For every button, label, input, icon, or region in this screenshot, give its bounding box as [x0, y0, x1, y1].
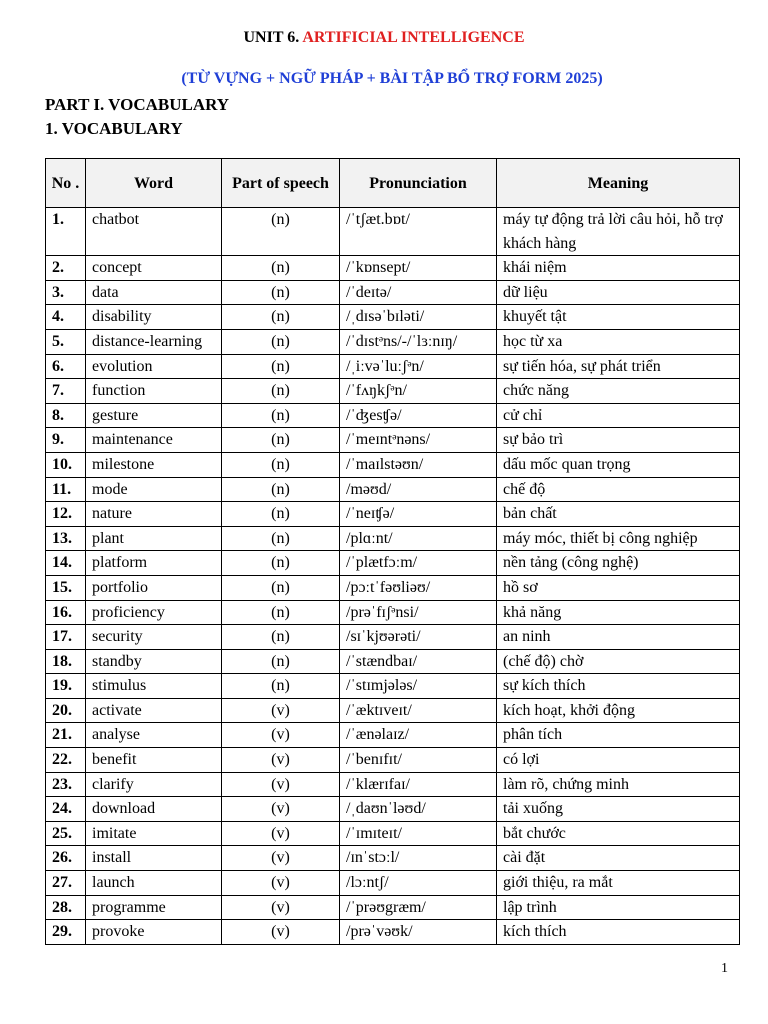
row-part-of-speech: (n)	[222, 256, 340, 281]
row-meaning: hồ sơ	[497, 575, 740, 600]
row-meaning: kích hoạt, khởi động	[497, 698, 740, 723]
row-part-of-speech: (n)	[222, 329, 340, 354]
row-part-of-speech: (n)	[222, 379, 340, 404]
row-number: 23.	[46, 772, 86, 797]
row-word: data	[86, 280, 222, 305]
row-part-of-speech: (n)	[222, 526, 340, 551]
row-meaning: có lợi	[497, 748, 740, 773]
vocabulary-table	[45, 158, 740, 945]
row-pronunciation: /ˈdeɪtə/	[340, 280, 497, 305]
part-heading: PART I. VOCABULARY	[45, 95, 230, 114]
table-row	[46, 797, 740, 822]
table-row	[46, 772, 740, 797]
row-part-of-speech: (v)	[222, 846, 340, 871]
table-row	[46, 403, 740, 428]
row-pronunciation: /prəˈfɪʃᵊnsi/	[340, 600, 497, 625]
row-pronunciation: /ˈklærɪfaɪ/	[340, 772, 497, 797]
row-part-of-speech: (v)	[222, 821, 340, 846]
row-meaning: chức năng	[497, 379, 740, 404]
row-meaning: kích thích	[497, 920, 740, 945]
table-row	[46, 649, 740, 674]
unit-title	[0, 29, 768, 47]
table-header-row	[46, 159, 740, 208]
row-number: 29.	[46, 920, 86, 945]
page-number: 1	[721, 961, 728, 976]
row-meaning: khái niệm	[497, 256, 740, 281]
row-number: 13.	[46, 526, 86, 551]
row-word: provoke	[86, 920, 222, 945]
row-meaning: phân tích	[497, 723, 740, 748]
row-number: 18.	[46, 649, 86, 674]
row-pronunciation: /ˌiːvəˈluːʃᵊn/	[340, 354, 497, 379]
header-pronunciation: Pronunciation	[340, 159, 497, 208]
table-row	[46, 526, 740, 551]
row-word: launch	[86, 871, 222, 896]
row-pronunciation: /ɪnˈstɔːl/	[340, 846, 497, 871]
row-pronunciation: /ˈɪmɪteɪt/	[340, 821, 497, 846]
row-meaning: máy tự động trả lời câu hỏi, hỗ trợ khách hàng	[497, 208, 740, 256]
row-pronunciation: /ˈtʃæt.bɒt/	[340, 208, 497, 256]
header-meaning: Meaning	[497, 159, 740, 208]
row-part-of-speech: (n)	[222, 280, 340, 305]
row-meaning: máy móc, thiết bị công nghiệp	[497, 526, 740, 551]
row-pronunciation: /plɑːnt/	[340, 526, 497, 551]
row-pronunciation: /ˈmaɪlstəʊn/	[340, 452, 497, 477]
row-meaning: cử chỉ	[497, 403, 740, 428]
table-row	[46, 354, 740, 379]
table-row	[46, 428, 740, 453]
row-word: imitate	[86, 821, 222, 846]
row-word: distance-learning	[86, 329, 222, 354]
row-part-of-speech: (v)	[222, 772, 340, 797]
section-heading: 1. VOCABULARY	[45, 119, 183, 138]
table-row	[46, 600, 740, 625]
row-number: 28.	[46, 895, 86, 920]
row-pronunciation: /pɔːtˈfəʊliəʊ/	[340, 575, 497, 600]
row-part-of-speech: (n)	[222, 208, 340, 256]
table-row	[46, 674, 740, 699]
row-meaning: dữ liệu	[497, 280, 740, 305]
row-part-of-speech: (n)	[222, 502, 340, 527]
row-meaning: bắt chước	[497, 821, 740, 846]
row-word: chatbot	[86, 208, 222, 256]
table-row	[46, 329, 740, 354]
row-meaning: lập trình	[497, 895, 740, 920]
row-word: stimulus	[86, 674, 222, 699]
unit-subtitle: (TỪ VỰNG + NGỮ PHÁP + BÀI TẬP BỔ TRỢ FORM 2025)	[181, 70, 603, 87]
row-part-of-speech: (n)	[222, 600, 340, 625]
row-part-of-speech: (n)	[222, 649, 340, 674]
row-part-of-speech: (v)	[222, 748, 340, 773]
table-row	[46, 208, 740, 256]
row-word: install	[86, 846, 222, 871]
row-number: 24.	[46, 797, 86, 822]
row-meaning: tải xuống	[497, 797, 740, 822]
row-number: 6.	[46, 354, 86, 379]
row-pronunciation: /ˈdɪstᵊns/-/ˈlɜːnɪŋ/	[340, 329, 497, 354]
row-pronunciation: /ˈprəʊgræm/	[340, 895, 497, 920]
row-number: 27.	[46, 871, 86, 896]
row-meaning: khuyết tật	[497, 305, 740, 330]
row-word: concept	[86, 256, 222, 281]
row-pronunciation: /sɪˈkjʊərəti/	[340, 625, 497, 650]
row-part-of-speech: (n)	[222, 477, 340, 502]
row-word: download	[86, 797, 222, 822]
row-pronunciation: /məʊd/	[340, 477, 497, 502]
row-number: 2.	[46, 256, 86, 281]
row-meaning: bản chất	[497, 502, 740, 527]
table-row	[46, 280, 740, 305]
row-pronunciation: /ˈbenɪfɪt/	[340, 748, 497, 773]
row-part-of-speech: (v)	[222, 895, 340, 920]
row-meaning: sự tiến hóa, sự phát triển	[497, 354, 740, 379]
unit-title-prefix: UNIT 6.	[243, 29, 300, 46]
row-number: 9.	[46, 428, 86, 453]
table-row	[46, 723, 740, 748]
row-pronunciation: /ˌdɪsəˈbɪləti/	[340, 305, 497, 330]
vocabulary-table-body	[46, 208, 740, 945]
row-number: 16.	[46, 600, 86, 625]
row-number: 7.	[46, 379, 86, 404]
row-number: 25.	[46, 821, 86, 846]
table-row	[46, 452, 740, 477]
row-pronunciation: /ˈstɪmjələs/	[340, 674, 497, 699]
row-meaning: sự kích thích	[497, 674, 740, 699]
row-number: 26.	[46, 846, 86, 871]
row-pronunciation: /ˌdaʊnˈləʊd/	[340, 797, 497, 822]
row-pronunciation: /ˈænəlaɪz/	[340, 723, 497, 748]
row-meaning: an ninh	[497, 625, 740, 650]
row-part-of-speech: (n)	[222, 305, 340, 330]
row-pronunciation: /prəˈvəʊk/	[340, 920, 497, 945]
row-number: 19.	[46, 674, 86, 699]
row-part-of-speech: (n)	[222, 674, 340, 699]
row-pronunciation: /ˈfʌŋkʃᵊn/	[340, 379, 497, 404]
row-part-of-speech: (n)	[222, 428, 340, 453]
row-meaning: chế độ	[497, 477, 740, 502]
row-pronunciation: /lɔːntʃ/	[340, 871, 497, 896]
row-pronunciation: /ˈkɒnsept/	[340, 256, 497, 281]
row-word: portfolio	[86, 575, 222, 600]
row-meaning: nền tảng (công nghệ)	[497, 551, 740, 576]
row-pronunciation: /ˈneɪʧə/	[340, 502, 497, 527]
row-meaning: (chế độ) chờ	[497, 649, 740, 674]
table-row	[46, 698, 740, 723]
row-word: platform	[86, 551, 222, 576]
row-meaning: làm rõ, chứng minh	[497, 772, 740, 797]
row-word: analyse	[86, 723, 222, 748]
header-word: Word	[86, 159, 222, 208]
row-part-of-speech: (n)	[222, 575, 340, 600]
table-row	[46, 551, 740, 576]
row-part-of-speech: (n)	[222, 403, 340, 428]
row-word: security	[86, 625, 222, 650]
row-part-of-speech: (v)	[222, 797, 340, 822]
row-number: 1.	[46, 208, 86, 256]
table-row	[46, 895, 740, 920]
row-number: 14.	[46, 551, 86, 576]
table-row	[46, 256, 740, 281]
table-row	[46, 748, 740, 773]
row-meaning: học từ xa	[497, 329, 740, 354]
row-meaning: dấu mốc quan trọng	[497, 452, 740, 477]
row-pronunciation: /ˈʤesʧə/	[340, 403, 497, 428]
row-meaning: sự bảo trì	[497, 428, 740, 453]
row-number: 11.	[46, 477, 86, 502]
unit-title-topic: ARTIFICIAL INTELLIGENCE	[302, 29, 525, 46]
row-word: milestone	[86, 452, 222, 477]
table-row	[46, 846, 740, 871]
row-pronunciation: /ˈæktɪveɪt/	[340, 698, 497, 723]
row-number: 20.	[46, 698, 86, 723]
row-part-of-speech: (v)	[222, 871, 340, 896]
table-row	[46, 625, 740, 650]
table-row	[46, 871, 740, 896]
table-row	[46, 920, 740, 945]
table-row	[46, 379, 740, 404]
row-pronunciation: /ˈplætfɔːm/	[340, 551, 497, 576]
row-number: 8.	[46, 403, 86, 428]
row-word: plant	[86, 526, 222, 551]
row-word: nature	[86, 502, 222, 527]
row-word: gesture	[86, 403, 222, 428]
row-part-of-speech: (n)	[222, 625, 340, 650]
row-number: 4.	[46, 305, 86, 330]
row-number: 5.	[46, 329, 86, 354]
row-part-of-speech: (n)	[222, 354, 340, 379]
row-number: 12.	[46, 502, 86, 527]
row-number: 21.	[46, 723, 86, 748]
row-part-of-speech: (v)	[222, 698, 340, 723]
header-no: No .	[46, 159, 86, 208]
row-word: benefit	[86, 748, 222, 773]
row-pronunciation: /ˈstændbaɪ/	[340, 649, 497, 674]
row-meaning: cài đặt	[497, 846, 740, 871]
row-part-of-speech: (n)	[222, 551, 340, 576]
table-row	[46, 821, 740, 846]
table-row	[46, 575, 740, 600]
header-part-of-speech: Part of speech	[222, 159, 340, 208]
row-meaning: khả năng	[497, 600, 740, 625]
row-meaning: giới thiệu, ra mắt	[497, 871, 740, 896]
row-number: 17.	[46, 625, 86, 650]
table-row	[46, 502, 740, 527]
row-pronunciation: /ˈmeɪntᵊnəns/	[340, 428, 497, 453]
row-number: 15.	[46, 575, 86, 600]
row-part-of-speech: (v)	[222, 723, 340, 748]
row-word: clarify	[86, 772, 222, 797]
row-number: 3.	[46, 280, 86, 305]
row-part-of-speech: (n)	[222, 452, 340, 477]
row-word: activate	[86, 698, 222, 723]
row-part-of-speech: (v)	[222, 920, 340, 945]
row-word: mode	[86, 477, 222, 502]
table-row	[46, 305, 740, 330]
row-word: proficiency	[86, 600, 222, 625]
row-word: programme	[86, 895, 222, 920]
row-word: disability	[86, 305, 222, 330]
row-word: standby	[86, 649, 222, 674]
table-row	[46, 477, 740, 502]
row-word: function	[86, 379, 222, 404]
row-number: 10.	[46, 452, 86, 477]
row-word: maintenance	[86, 428, 222, 453]
row-word: evolution	[86, 354, 222, 379]
row-number: 22.	[46, 748, 86, 773]
